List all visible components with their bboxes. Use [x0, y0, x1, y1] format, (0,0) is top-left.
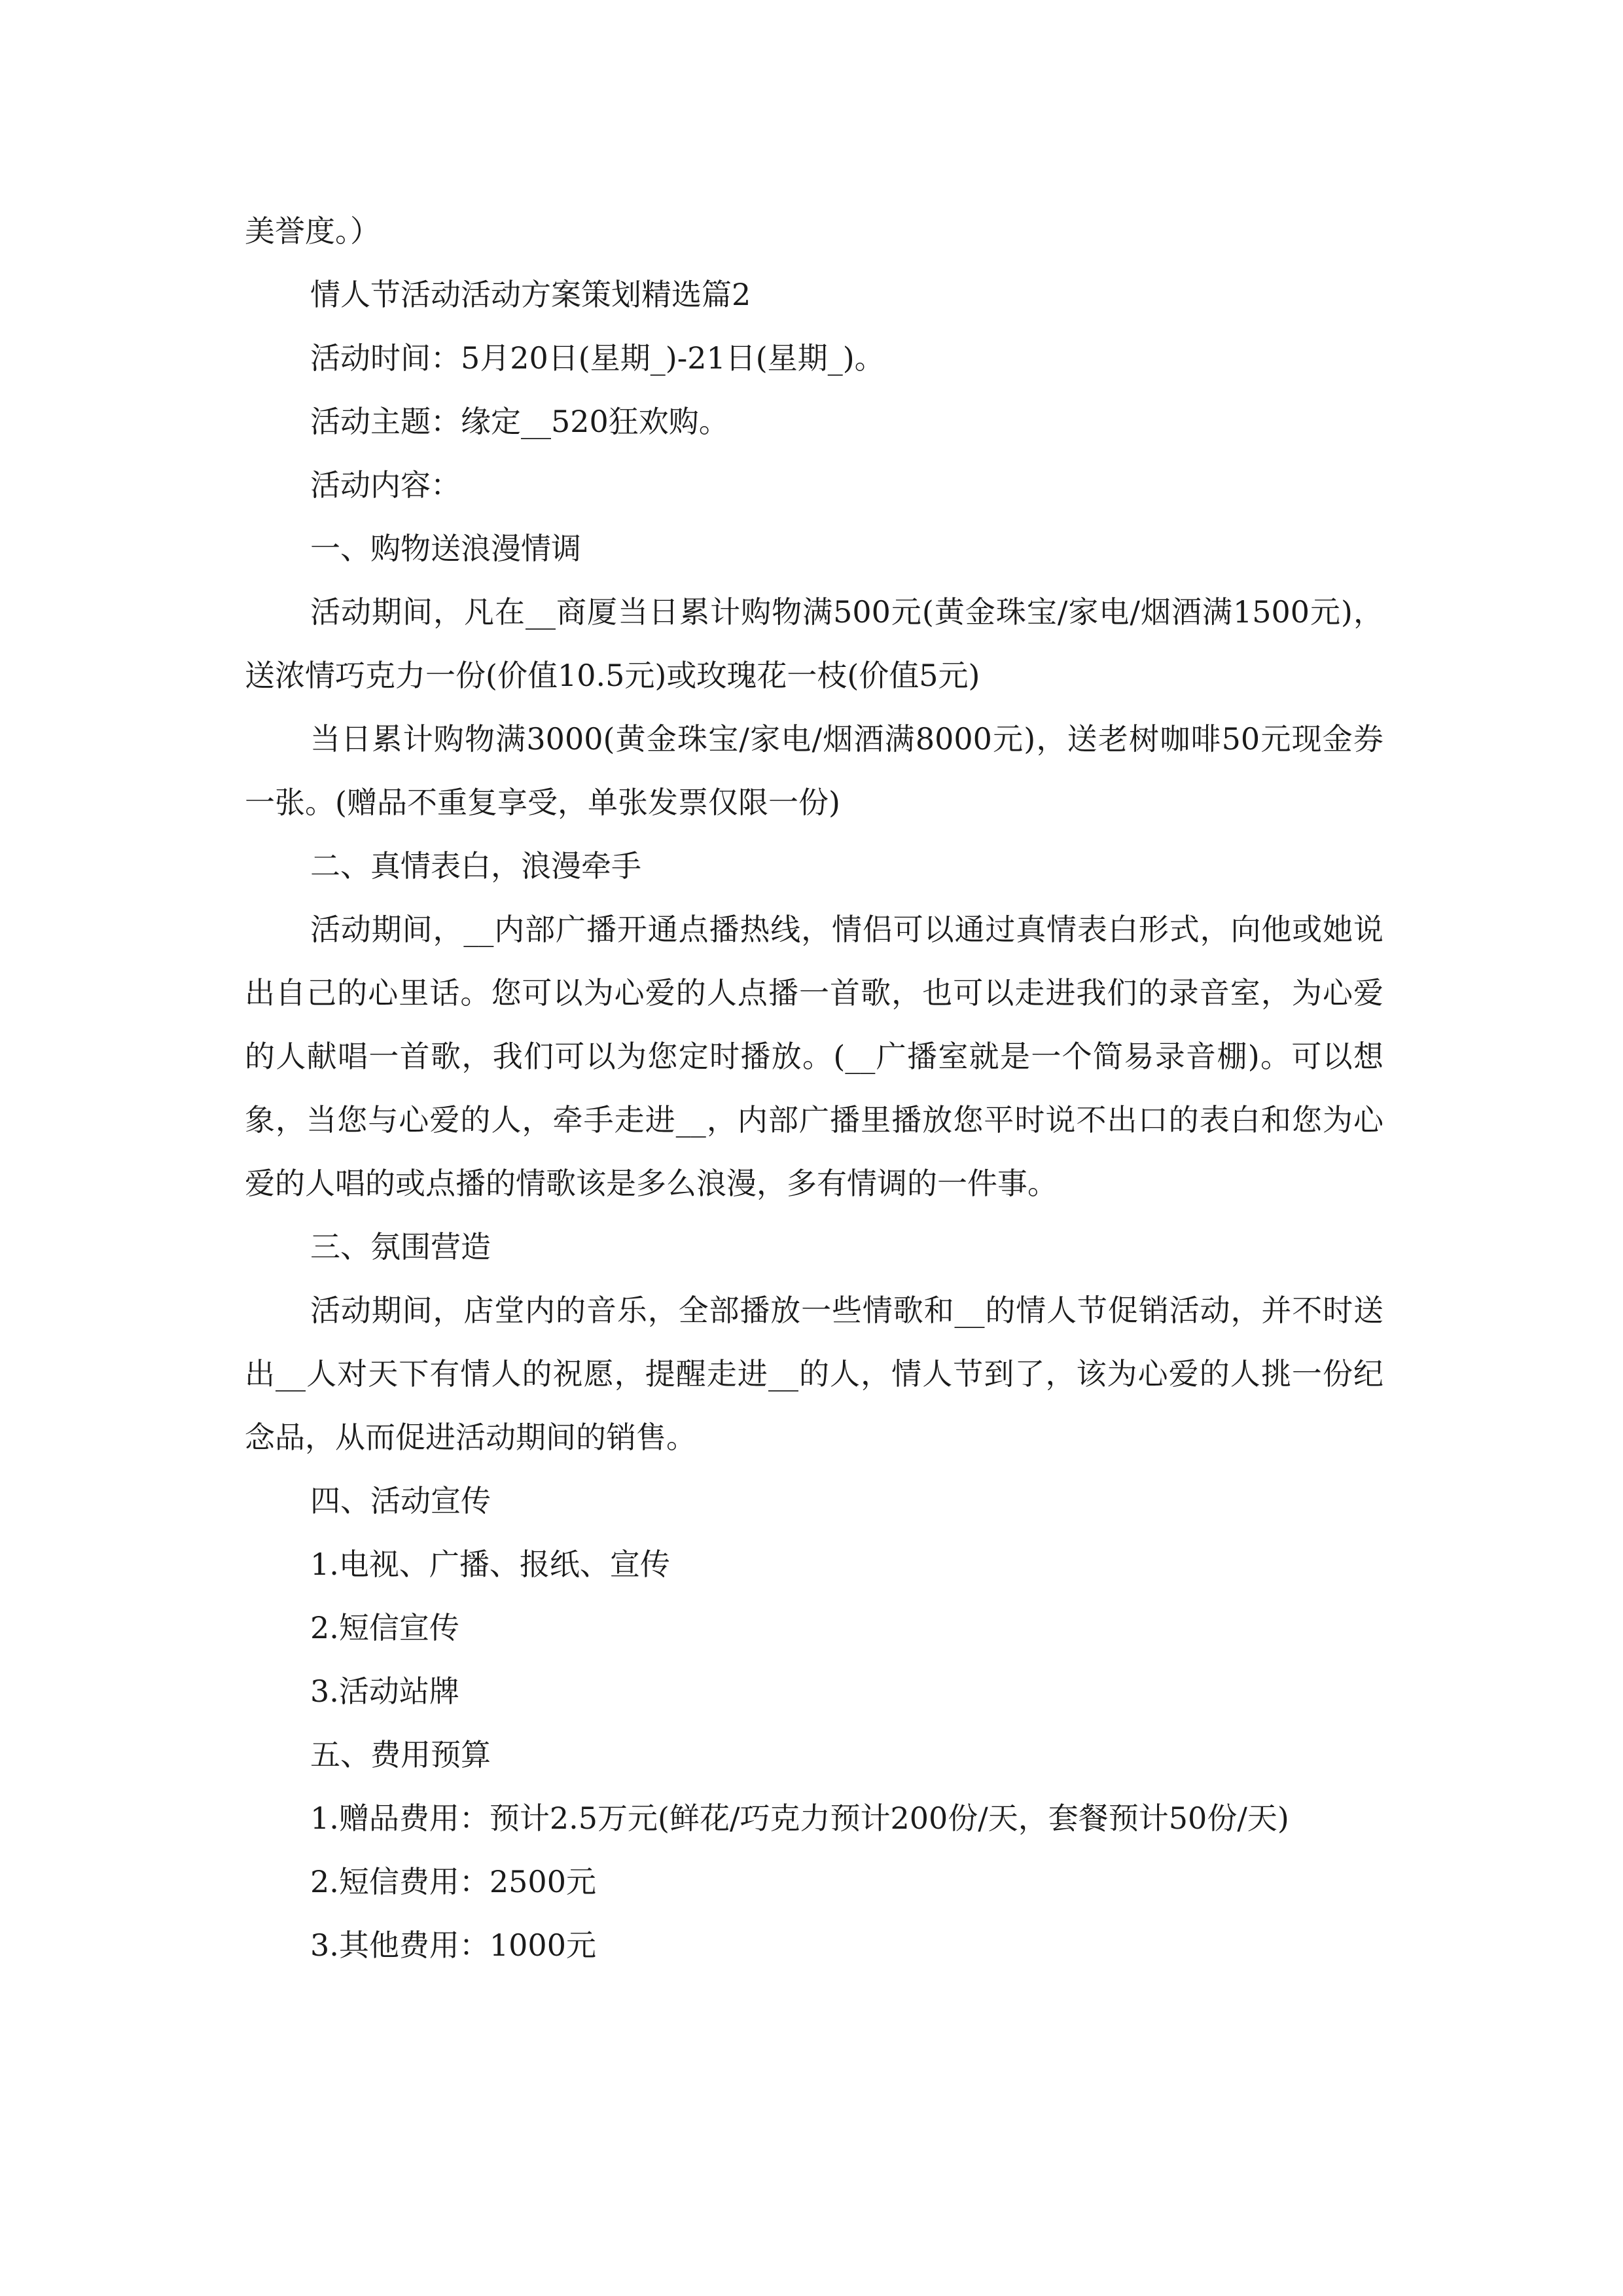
subheading-1: 一、购物送浪漫情调 — [310, 531, 581, 566]
list-item: 3.其他费用：1000元 — [310, 1928, 596, 1963]
activity-time: 活动时间：5月20日(星期_)-21日(星期_)。 — [310, 340, 885, 376]
list-item: 2.短信宣传 — [310, 1610, 459, 1645]
list-item: 1.电视、广播、报纸、宣传 — [310, 1547, 670, 1582]
list-item: 3.活动站牌 — [310, 1674, 459, 1709]
activity-theme: 活动主题：缘定__520狂欢购。 — [310, 404, 729, 439]
paragraph-continuation: 美誉度。） — [245, 213, 380, 249]
paragraph: 活动期间，店堂内的音乐，全部播放一些情歌和__的情人节促销活动，并不时送出__人对天下有情人的祝愿，提醒走进__的人，情人节到了，该为心爱的人挑一份纪念品，从而促进活动期间的销售。 — [245, 1293, 1383, 1455]
subheading-5: 五、费用预算 — [310, 1737, 491, 1772]
subheading-4: 四、活动宣传 — [310, 1483, 491, 1518]
list-item: 2.短信费用：2500元 — [310, 1864, 596, 1899]
list-item: 1.赠品费用：预计2.5万元(鲜花/巧克力预计200份/天，套餐预计50份/天) — [310, 1801, 1289, 1836]
subheading-3: 三、氛围营造 — [310, 1229, 491, 1265]
document-body — [245, 200, 1383, 1977]
paragraph: 当日累计购物满3000(黄金珠宝/家电/烟酒满8000元)，送老树咖啡50元现金券一张。(赠品不重复享受，单张发票仅限一份) — [245, 721, 1383, 820]
paragraph: 活动期间，__内部广播开通点播热线，情侣可以通过真情表白形式，向他或她说出自己的心里话。您可以为心爱的人点播一首歌，也可以走进我们的录音室，为心爱的人献唱一首歌，我们可以为您定时播放。(__广播室就是一个简易录音棚)。可以想象，当您与心爱的人，牵手走进__，内部广播里播放您平时说不出口的表白和您为心爱的人唱的或点播的情歌该是多么浪漫，多有情调的一件事。 — [245, 912, 1383, 1201]
activity-content-label: 活动内容： — [310, 467, 461, 503]
section-heading: 情人节活动活动方案策划精选篇2 — [310, 277, 751, 312]
paragraph: 活动期间，凡在__商厦当日累计购物满500元(黄金珠宝/家电/烟酒满1500元)，送浓情巧克力一份(价值10.5元)或玫瑰花一枝(价值5元) — [245, 594, 1383, 693]
subheading-2: 二、真情表白，浪漫牵手 — [310, 848, 641, 884]
